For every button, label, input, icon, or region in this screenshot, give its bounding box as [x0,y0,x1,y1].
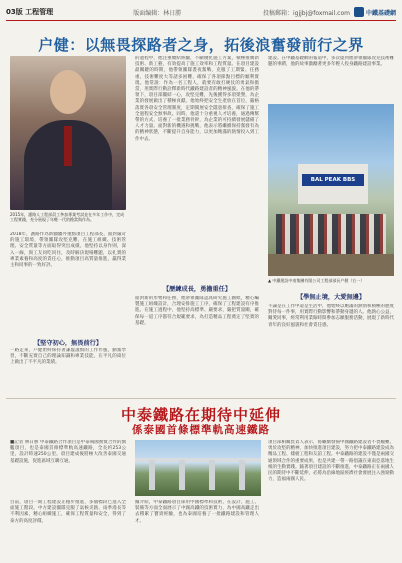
portrait-photo [10,56,126,210]
logo-mark-icon [354,7,364,17]
section-heading-b: 【歷練成長，勇擔重任】 [162,286,232,293]
article2-column-d2: 目前，項目一期工程建設正穩步推進，多個標段已進入全面施工階段。中方建設團隊克服了氣候炎熱、雨季漫長等不利因素，精心組織施工，確保工程質量和安全，得到了泰方的高度評價。 [10,500,126,524]
article2-column-e: 據介紹，中泰鐵路項目採用中國標準和技術，在設計、施工、裝備等方面全面展示了中國高鐵的技術實力，為中國高鐵走出去積累了寶貴經驗，也為泰國培養了一批鐵路建設和管理人才。 [135,500,259,524]
site-sign: BAL PEAK BBS [302,174,364,186]
portrait-caption: 2015年，護路人工程部員工參加專業考試並在多年工作中，完成工程實踐，充分展現了年輕一代的擔當與作為。 [10,212,125,222]
page-header [6,4,396,21]
submission-email[interactable]: 投稿郵箱：igjjbj@foxmail.com [262,9,350,17]
article1-column-a: 2018年，護路作為新疆疆外重點項目工程部長，面對嚴苛的施工環境，帶領團隊攻堅克難，在施工組織、技術管理、安全質量等方面取得突出成績。他堅持以身作則，深入一線，與工友同吃同住，及時解決現場難題，以扎實的專業素養和高度的責任心，推動項目高質量推進，贏得業主和同事的一致好評。 [10,232,126,269]
page-number: 03版 工程管理 [6,8,54,16]
railway-photo [135,440,261,496]
site-photo-caption: ▲ 中鐵建設中南集團有限公司工程部部長户健（右一） [268,278,365,283]
article1-column-a2: 一路走來，户健始終保持著謙虛謹慎的工作作風，勤奮學習，不斷充實自己的理論知識和專業技能，在平凡的崗位上做出了不平凡的業績。 [10,348,126,366]
article1-column-b: 的過程中，他注重總結經驗，不斷優化施工方案，積極推廣新技術、新工藝，有效提高了施工效率和工程質量。在項目建設最關鍵的時期，他帶領團隊晝夜奮戰，克服了工期緊、任務重、技術難度大等諸多困難，確保了各項節點目標的順利實現。他常說：作為一名工程人，就要有敢打硬仗的勇氣和擔當，用實際行動詮釋新時代鐵路建設者的精神風貌。在他的帶領下，項目部團結一心，攻堅克難，先後獲得多項榮譽，為企業的發展做出了積極貢獻。他始終把安全生產放在首位，嚴格落實各項安全管理制度，定期開展安全隱患排查，確保了施工全過程安全無事故。同時，他還十分重視人才培養，通過傳幫帶的方式，培養了一批業務骨幹，為企業的可持續發展儲備了人才力量。面對新的機遇和挑戰，他表示將繼續保持奮發有為的精神狀態，不斷提升自身能力，以更加飽滿的熱情投入到工作中去。 [135,56,259,142]
article2-title: 中泰鐵路在期待中延伸 [120,406,281,424]
article2-column-d: ■記者 林日勝 中泰鐵路合作項目是中泰兩國務實合作的旗艦項目，也是泰國首條標準軌高速鐵路，全長約253公里，設計時速250公里。項目建成後將極大改善泰國交通基礎設施，促進區域互聯互通。 [10,440,126,464]
article1-title: 户健：以無畏探路者之身，拓後浪奮發前行之界 [38,36,364,54]
article1-column-b2: 面對新的形勢和任務，他帶領團隊認真研究施工圖紙，精心編製施工組織設計，合理安排施工工序，確保了工程建設有序推進。在施工過程中，他堅持高標準、嚴要求，嚴把質量關，確保每一道工序都符合規範要求，為打造精品工程奠定了堅實的基礎。 [135,296,259,326]
site-photo [268,104,394,276]
logo-name: 中鐵基礎網 [365,9,396,17]
section-heading-c: 【學無止境，大愛無邊】 [296,294,366,301]
article2-column-f: 項目部相關負責人表示，將繼續發揚中國鐵路建設者不畏艱難、勇於攻堅的精神，加快推進項目建設，努力把中泰鐵路建設成為精品工程、樣板工程和友誼工程。中泰鐵路的建設不僅是兩國交通領域合作的重要成果，也是共建一帶一路倡議在東南亞落地生根的生動實踐。隨著項目建設的不斷推進，中泰鐵路正在兩國人民的期待中不斷延伸，必將為沿線地區經濟社會發展注入強勁動力，造福兩國人民。 [268,440,394,483]
editor-line: 版面编辑：林日勝 [133,9,182,17]
article-divider [6,398,396,399]
section-heading-a: 【堅守初心，無畏前行】 [33,340,103,347]
article1-column-c2: 不論是在工作中還是生活中，他始終以飽滿的熱情和積極的態度對待每一件事，用實際行動影響和帶動身邊的人。他熱心公益，關愛同事，經常利用業餘時間參加志願服務活動，展現了新時代青年的良好風貌和社會責任感。 [268,304,394,328]
article2-subtitle: 係泰國首條標準軌高速鐵路 [132,424,270,436]
article1-column-c: 建設。在中鐵基礎網的報道中，多次提到他帶領團隊攻克技術難題的事蹟，他的故事激勵著更多年輕人投身鐵路建設事業。 [268,56,394,68]
masthead-logo [354,7,396,17]
